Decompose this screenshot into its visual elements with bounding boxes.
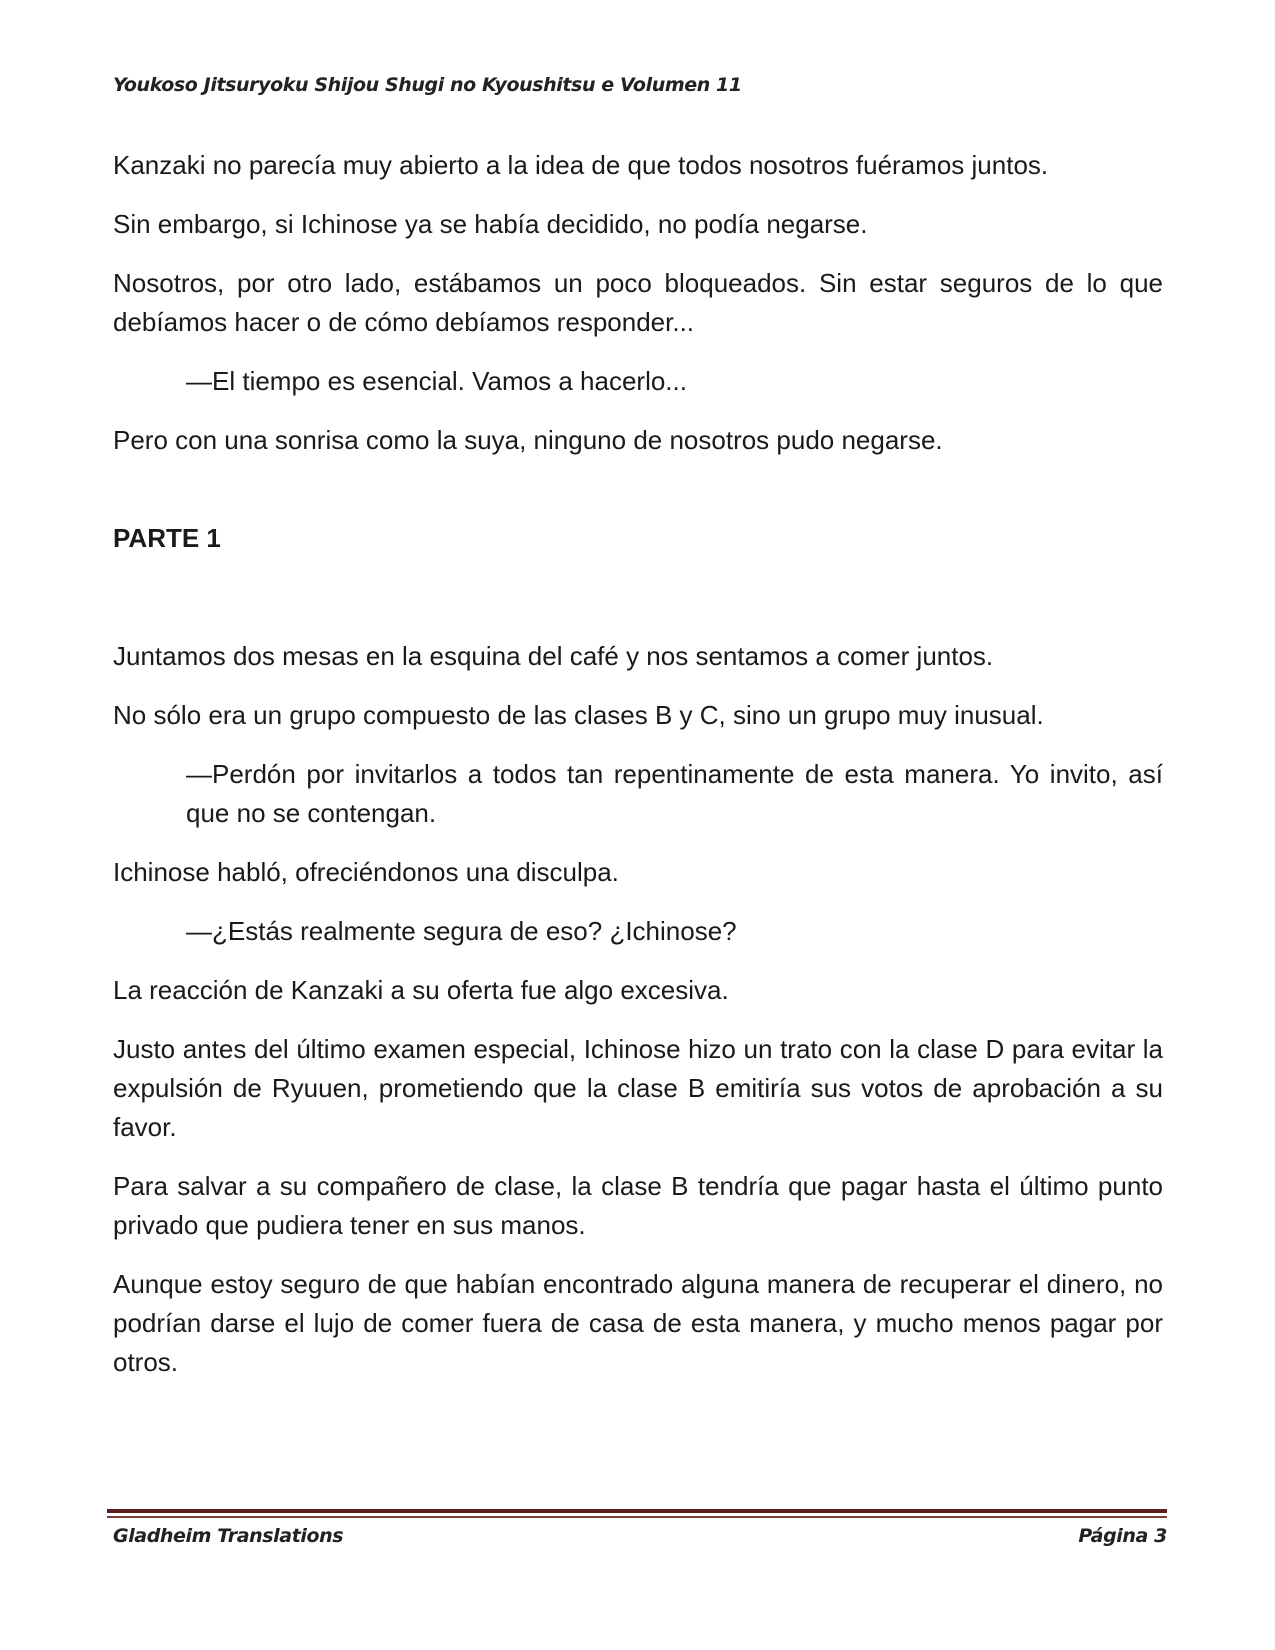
dialogue-line: —Perdón por invitarlos a todos tan repentinamente de esta manera. Yo invito, así que no se contengan. (186, 759, 1163, 828)
paragraph: Para salvar a su compañero de clase, la clase B tendría que pagar hasta el último punto privado que pudiera tener en sus manos. (113, 1171, 1163, 1240)
paragraph: Kanzaki no parecía muy abierto a la idea de que todos nosotros fuéramos juntos. (113, 150, 1049, 180)
paragraph: Justo antes del último examen especial, Ichinose hizo un trato con la clase D para evitar la expulsión de Ryuuen, prometiendo que la clase B emitiría sus votos de aprobación a su favor. (113, 1034, 1163, 1142)
paragraph: Aunque estoy seguro de que habían encontrado alguna manera de recuperar el dinero, no podrían darse el lujo de comer fuera de casa de esta manera, y mucho menos pagar por otros. (113, 1269, 1163, 1377)
footer-credit: Gladheim Translations (113, 1525, 344, 1547)
footer-divider (107, 1509, 1167, 1513)
section-heading: PARTE 1 (113, 523, 221, 553)
footer-divider-thin (107, 1516, 1167, 1518)
paragraph: Sin embargo, si Ichinose ya se había decidido, no podía negarse. (113, 209, 868, 239)
paragraph: No sólo era un grupo compuesto de las clases B y C, sino un grupo muy inusual. (113, 700, 1044, 730)
paragraph: Ichinose habló, ofreciéndonos una disculpa. (113, 857, 619, 887)
page-number: Página 3 (1078, 1525, 1167, 1547)
paragraph: Pero con una sonrisa como la suya, ninguno de nosotros pudo negarse. (113, 425, 943, 455)
paragraph: Nosotros, por otro lado, estábamos un poco bloqueados. Sin estar seguros de lo que debíamos hacer o de cómo debíamos responder... (113, 268, 1163, 337)
dialogue-line: —El tiempo es esencial. Vamos a hacerlo... (186, 366, 687, 396)
dialogue-line: —¿Estás realmente segura de eso? ¿Ichinose? (186, 916, 737, 946)
paragraph: La reacción de Kanzaki a su oferta fue algo excesiva. (113, 975, 729, 1005)
paragraph: Juntamos dos mesas en la esquina del café y nos sentamos a comer juntos. (113, 641, 994, 671)
running-header: Youkoso Jitsuryoku Shijou Shugi no Kyoushitsu e Volumen 11 (113, 74, 742, 96)
page-body (113, 146, 1163, 1402)
